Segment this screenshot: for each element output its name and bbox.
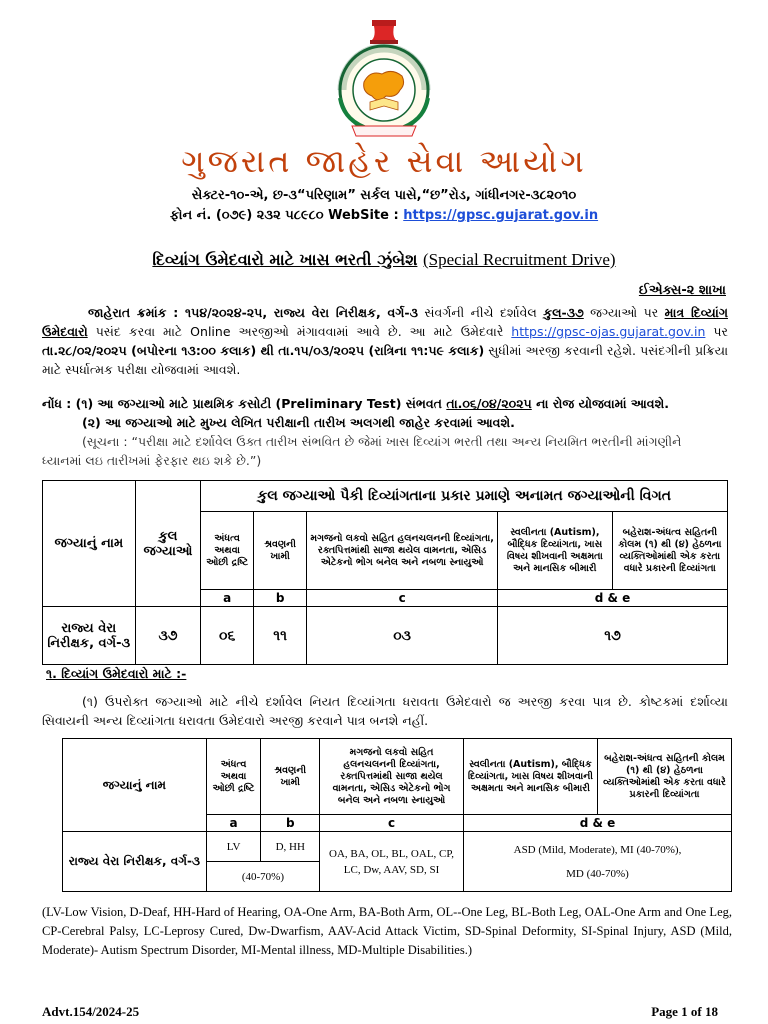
total-posts: કુલ-૩૭ bbox=[543, 305, 584, 320]
col-visual: અંધત્વ અથવા ઓછી દ્રષ્ટિ bbox=[201, 512, 254, 590]
phone-text: ફોન નં. (૦૭૯) ૨૩૨ ૫૮૯૮૦ WebSite : bbox=[169, 208, 399, 223]
t2-row-c: OA, BA, OL, BL, OAL, CP, LC, Dw, AAV, SD, SI bbox=[320, 832, 464, 892]
advert-lead: જાહેરાત ક્રમાંક : ૧૫૪/૨૦૨૪-૨૫, રાજ્ય વેરા નિરીક્ષક, વર્ગ-૩ bbox=[88, 305, 418, 320]
note-4: ધ્યાનમાં લઇ તારીખમાં ફેરફાર થઇ શકે છે.”) bbox=[42, 453, 262, 468]
note-1-text: નોંધ : (૧) આ જગ્યાઓ માટે પ્રાથમિક કસોટી (Preliminary Test) સંભવત bbox=[42, 396, 447, 411]
table-row-b: ૧૧ bbox=[254, 607, 307, 665]
application-dates: તા.૨૮/૦૨/૨૦૨૫ (બપોરના ૧૩:૦૦ કલાક) થી તા.૧૫/૦૩/૨૦૨૫ (રાત્રિના ૧૧:૫૯ કલાક) bbox=[42, 343, 485, 358]
col-locomotor: મગજનો લકવો સહિત હલનચલનની દિવ્યાંગતા, રક્તપિત્તમાંથી સાજા થયેલ વામનતા, એસિડ એટેકનો ભોગ બનેલ અને નબળા સ્નાયુઓ bbox=[307, 512, 498, 590]
col-letter-de: d & e bbox=[498, 590, 728, 607]
table-row-c: ૦૩ bbox=[307, 607, 498, 665]
section-1-heading bbox=[46, 666, 186, 682]
prelim-date: તા.૦૬/૦૪/૨૦૨૫ bbox=[446, 396, 532, 411]
advert-text: સંવર્ગની નીચે દર્શાવેલ bbox=[417, 305, 544, 320]
advert-text: પસંદ કરવા માટે Online અરજીઓ મંગાવવામાં આવે છે. આ માટે ઉમેદવારે bbox=[87, 324, 512, 339]
footer-advt: Advt.154/2024-25 bbox=[42, 1004, 140, 1019]
t2-row-ab-percent: (40-70%) bbox=[206, 862, 319, 892]
lion-capital-icon bbox=[370, 20, 398, 44]
eligible-disabilities-table bbox=[62, 738, 732, 892]
col-letter-c: c bbox=[307, 590, 498, 607]
ojas-link[interactable]: https://gpsc-ojas.gujarat.gov.in bbox=[511, 324, 706, 339]
notes-block bbox=[42, 394, 742, 470]
website-link[interactable]: https://gpsc.gujarat.gov.in bbox=[403, 208, 599, 223]
t2-col-autism: સ્વલીનતા (Autism), બૌદ્ધિક દિવ્યાંગતા, ખાસ વિષય શીખવાની અક્ષમતા અને માનસિક બીમારી bbox=[463, 739, 597, 815]
t2-row-de bbox=[463, 832, 731, 892]
advertisement-paragraph bbox=[42, 303, 728, 379]
total-posts-header: કુલ જગ્યાઓ bbox=[135, 481, 201, 607]
t2-row-a: LV bbox=[206, 832, 261, 862]
t2-row-de-line2: MD (40-70%) bbox=[566, 867, 629, 880]
t2-letter-a: a bbox=[206, 815, 261, 832]
t2-row-de-line1: ASD (Mild, Moderate), MI (40-70%), bbox=[513, 843, 682, 856]
t2-letter-de: d & e bbox=[463, 815, 731, 832]
only-disabled-candidates: માત્ર દિવ્યાંગ ઉમેદવારો bbox=[42, 305, 728, 339]
col-letter-b: b bbox=[254, 590, 307, 607]
advert-text: જગ્યાઓ પર bbox=[583, 305, 665, 320]
note-1-tail: ના રોજ યોજવામાં આવશે. bbox=[531, 396, 669, 411]
table-row-total: ૩૭ bbox=[135, 607, 201, 665]
col-autism: સ્વલીનતા (Autism), બૌદ્ધિક દિવ્યાંગતા, ખાસ વિષય શીખવાની અક્ષમતા અને માનસિક બીમારી bbox=[498, 512, 613, 590]
t2-letter-c: c bbox=[320, 815, 464, 832]
org-name: ગુજરાત જાહેર સેવા આયોગ bbox=[181, 142, 587, 180]
advert-text: પર bbox=[705, 324, 728, 339]
table-row-post: રાજ્ય વેરા નિરીક્ષક, વર્ગ-૩ bbox=[43, 607, 136, 665]
table-row-a: ૦૬ bbox=[201, 607, 254, 665]
section-1-paragraph: (૧) ઉપરોક્ત જગ્યાઓ માટે નીચે દર્શાવેલ નિયત દિવ્યાંગતા ધરાવતા ઉમેદવારો જ અરજી કરવા પાત્ર છે. કોષ્ટકમાં દર્શાવ્યા સિવાયની અન્ય દિવ્યાંગતા ધરાવતા ઉમેદવારો અરજી કરવાને પાત્ર બનશે નહીં. bbox=[42, 694, 728, 728]
note-1 bbox=[42, 394, 742, 413]
t2-col-locomotor: મગજનો લકવો સહિત હલનચલનની દિવ્યાંગતા, રક્તપિત્તમાંથી સાજા થયેલ વામનતા, એસિડ એટેકનો ભોગ બનેલ અને નબળા સ્નાયુઓ bbox=[320, 739, 464, 815]
drive-title bbox=[0, 250, 768, 270]
gpsc-emblem-logo bbox=[312, 18, 456, 146]
footer-page-number: Page 1 of 18 bbox=[651, 1004, 718, 1019]
t2-row-post: રાજ્ય વેરા નિરીક્ષક, વર્ગ-૩ bbox=[63, 832, 207, 892]
t2-post-header: જગ્યાનું નામ bbox=[63, 739, 207, 832]
contact-line bbox=[0, 208, 768, 223]
drive-title-gu: દિવ્યાંગ ઉમેદવારો માટે ખાસ ભરતી ઝુંબેશ bbox=[152, 250, 418, 269]
t2-letter-b: b bbox=[261, 815, 320, 832]
abbreviation-legend: (LV-Low Vision, D-Deaf, HH-Hard of Hearing, OA-One Arm, BA-Both Arm, OL--One Leg, BL-Both Leg, OAL-One Arm and One Leg, CP-Cerebral Palsy, LC-Leprosy Cured, Dw-Dwarfism, AAV-Acid Attack Victim, SD-Spinal Deformity, SI-Spinal Injury, ASD (Mild, Moderate)- Autism Spectrum Disorder, MI-Mental illness, MD-Multiple Disabilities.) bbox=[42, 905, 732, 957]
reservation-table bbox=[42, 480, 728, 665]
post-name-header: જગ્યાનું નામ bbox=[43, 481, 136, 607]
note-2: (૨) આ જગ્યાઓ માટે મુખ્ય લેખિત પરીક્ષાની તારીખ અલગથી જાહેર કરવામાં આવશે. bbox=[82, 415, 515, 430]
note-3: (સૂચના : “પરીક્ષા માટે દર્શાવેલ ઉક્ત તારીખ સંભવિત છે જેમાં ખાસ દિવ્યાંગ ભરતી તથા અન્ય નિયમિત ભરતીની માંગણીને bbox=[82, 434, 682, 449]
col-multiple: બહેરાશ-અંધત્વ સહિતની કોલમ (૧) થી (૪) હેઠળના વ્યક્તિઓમાંથી એક કરતા વધારે પ્રકારની દિવ્યાંગતા bbox=[612, 512, 727, 590]
t2-row-b: D, HH bbox=[261, 832, 320, 862]
office-address: સેક્ટર-૧૦-એ, છ-૩“પરિણામ” સર્કલ પાસે,“છ”રોડ, ગાંધીનગર-૩૮૨૦૧૦ bbox=[191, 188, 577, 203]
t2-col-hearing: શ્રવણની ખામી bbox=[261, 739, 320, 815]
reservation-table-title: કુલ જગ્યાઓ પૈકી દિવ્યાંગતાના પ્રકાર પ્રમાણે અનામત જગ્યાઓની વિગત bbox=[201, 481, 728, 512]
col-letter-a: a bbox=[201, 590, 254, 607]
t2-col-multiple: બહેરાશ-અંધત્વ સહિતની કોલમ (૧) થી (૪) હેઠળના વ્યક્તિઓમાંથી એક કરતા વધારે પ્રકારની દિવ્યાંગતા bbox=[597, 739, 731, 815]
branch-label: ઈએક્સ-૨ શાખા bbox=[638, 283, 726, 298]
advert-text: સુધીમાં અરજી કરવાની રહેશે. પસંદગીની પ્રક્રિયા માટે સ્પર્ધાત્મક પરીક્ષા યોજવામાં આવશે. bbox=[42, 343, 729, 377]
drive-title-en: (Special Recruitment Drive) bbox=[423, 250, 616, 269]
table-row-de: ૧૭ bbox=[498, 607, 728, 665]
col-hearing: શ્રવણની ખામી bbox=[254, 512, 307, 590]
section-1-heading-text: ૧. દિવ્યાંગ ઉમેદવારો માટે :- bbox=[46, 666, 187, 681]
t2-col-visual: અંધત્વ અથવા ઓછી દ્રષ્ટિ bbox=[206, 739, 261, 815]
